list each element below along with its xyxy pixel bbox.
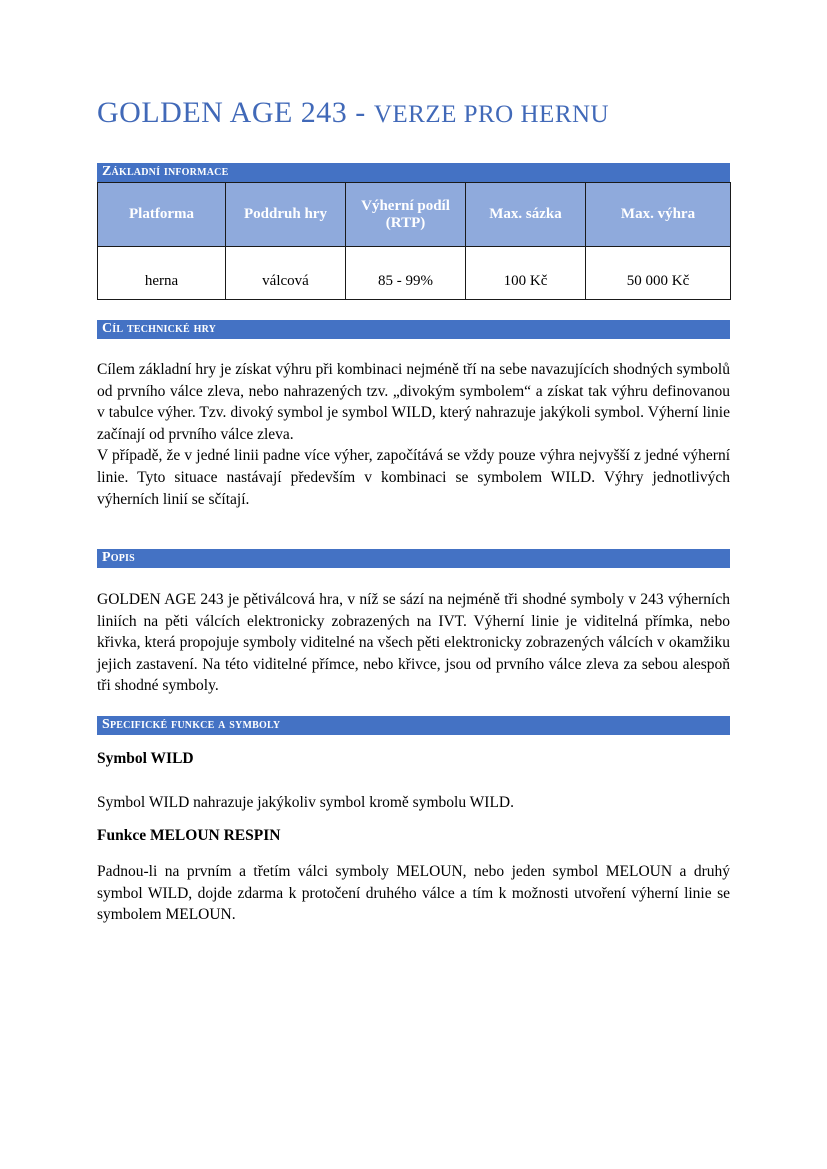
table-header-max-vyhra: Max. výhra [586,183,731,247]
goal-paragraph-1: Cílem základní hry je získat výhru při kombinaci nejméně tří na sebe navazujících shodných symbolů od prvního válce zleva, nebo nahrazených tzv. „divokým symbolem“ a získat tak výhru definovanou v tabulce výher. Tzv. divoký symbol je symbol WILD, který nahrazuje jakýkoli symbol. Výherní linie začínají od prvního válce zleva. [97,361,730,443]
table-header-vyherni-podil: Výherní podíl (RTP) [346,183,466,247]
meloun-respin-text [97,861,730,926]
goal-section-text [97,359,730,510]
table-cell-max-sazka: 100 Kč [466,247,586,300]
section-header-cil-technicke-hry: Cíl technické hry [97,320,730,339]
page-title-main: GOLDEN AGE 243 - [97,96,374,129]
table-value-row [98,247,731,300]
subsection-title-funkce-meloun-respin: Funkce MELOUN RESPIN [97,827,281,844]
page-title [97,96,777,130]
section-header-specificke-funkce: Specifické funkce a symboly [97,716,730,735]
table-cell-platforma: herna [98,247,226,300]
table-cell-vyherni-podil: 85 - 99% [346,247,466,300]
page-title-sub: VERZE PRO HERNU [373,101,610,128]
table-header-poddruh-hry: Poddruh hry [226,183,346,247]
meloun-respin-paragraph: Padnou-li na prvním a třetím válci symboly MELOUN, nebo jeden symbol MELOUN a druhý symbol WILD, dojde zdarma k protočení druhého válce a tím k možnosti utvoření výherní linie se symbolem MELOUN. [97,863,730,924]
table-cell-poddruh-hry: válcová [226,247,346,300]
symbol-wild-paragraph: Symbol WILD nahrazuje jakýkoliv symbol kromě symbolu WILD. [97,794,515,811]
section-header-popis: Popis [97,549,730,568]
popis-section-text [97,589,730,697]
table-header-row [98,183,731,247]
table-header-max-sazka: Max. sázka [466,183,586,247]
section-header-zakladni-informace: Základní informace [97,163,730,182]
popis-paragraph: GOLDEN AGE 243 je pětiválcová hra, v níž se sází na nejméně tři shodné symboly v 243 výherních liniích na pěti válcích elektronicky zobrazených na IVT. Výherní linie je viditelná přímka, nebo křivka, která propojuje symboly viditelné na všech pěti elektronicky zobrazených válcích v okamžiku jejich zastavení. Na této viditelné přímce, nebo křivce, jsou od prvního válce zleva za sebou alespoň tři shodné symboly. [97,591,730,695]
subsection-title-symbol-wild: Symbol WILD [97,750,194,767]
table-header-platforma: Platforma [98,183,226,247]
symbol-wild-text [97,792,730,814]
goal-paragraph-2: V případě, že v jedné linii padne více výher, započítává se vždy pouze výhra nejvyšší z jedné výherní linie. Tyto situace nastávají především v kombinaci se symbolem WILD. Výhry jednotlivých výherních linií se sčítají. [97,447,730,508]
table-cell-max-vyhra: 50 000 Kč [586,247,731,300]
basic-info-table [97,182,731,300]
